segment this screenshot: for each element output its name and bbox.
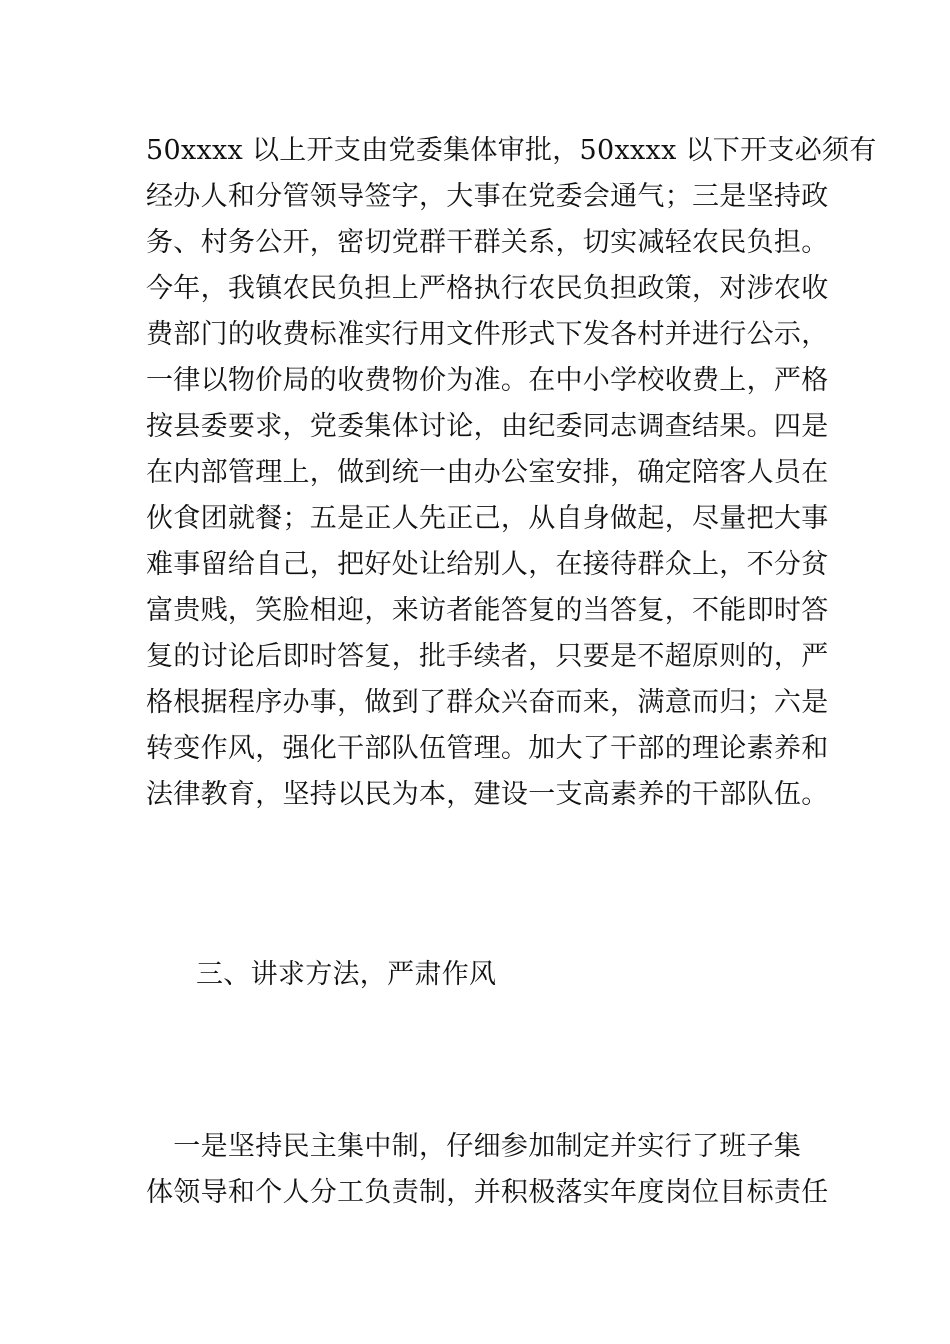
- paragraph-line: 富贵贱，笑脸相迎，来访者能答复的当答复，不能即时答: [146, 595, 829, 626]
- section-heading: [196, 952, 860, 998]
- section-heading-text: 三、讲求方法，严肃作风: [196, 959, 497, 990]
- paragraph-line: 伙食团就餐；五是正人先正己，从自身做起，尽量把大事: [146, 503, 829, 534]
- paragraph-line: 在内部管理上，做到统一由办公室安排，确定陪客人员在: [146, 457, 829, 488]
- body-paragraph: [146, 1124, 829, 1216]
- paragraph-line: 一律以物价局的收费物价为准。在中小学校收费上，严格: [146, 365, 829, 396]
- paragraph-line: 今年，我镇农民负担上严格执行农民负担政策，对涉农收: [146, 273, 829, 304]
- paragraph-line: 转变作风，强化干部队伍管理。加大了干部的理论素养和: [146, 733, 829, 764]
- paragraph-line: 法律教育，坚持以民为本，建设一支高素养的干部队伍。: [146, 779, 829, 810]
- paragraph-line: 难事留给自己，把好处让给别人，在接待群众上，不分贫: [146, 549, 829, 580]
- paragraph-line: 费部门的收费标准实行用文件形式下发各村并进行公示，: [146, 319, 829, 350]
- paragraph-line: 50xxxx 以上开支由党委集体审批，50xxxx 以下开支必须有: [146, 135, 877, 166]
- paragraph-line: 经办人和分管领导签字，大事在党委会通气；三是坚持政: [146, 181, 829, 212]
- paragraph-line: 务、村务公开，密切党群干群关系，切实减轻农民负担。: [146, 227, 829, 258]
- paragraph-line: 复的讨论后即时答复，批手续者，只要是不超原则的，严: [146, 641, 829, 672]
- body-paragraph: [146, 128, 877, 818]
- paragraph-line: 按县委要求，党委集体讨论，由纪委同志调查结果。四是: [146, 411, 829, 442]
- paragraph-line: 格根据程序办事，做到了群众兴奋而来，满意而归；六是: [146, 687, 829, 718]
- paragraph-line: 一是坚持民主集中制，仔细参加制定并实行了班子集: [146, 1131, 802, 1162]
- paragraph-line: 体领导和个人分工负责制，并积极落实年度岗位目标责任: [146, 1177, 829, 1208]
